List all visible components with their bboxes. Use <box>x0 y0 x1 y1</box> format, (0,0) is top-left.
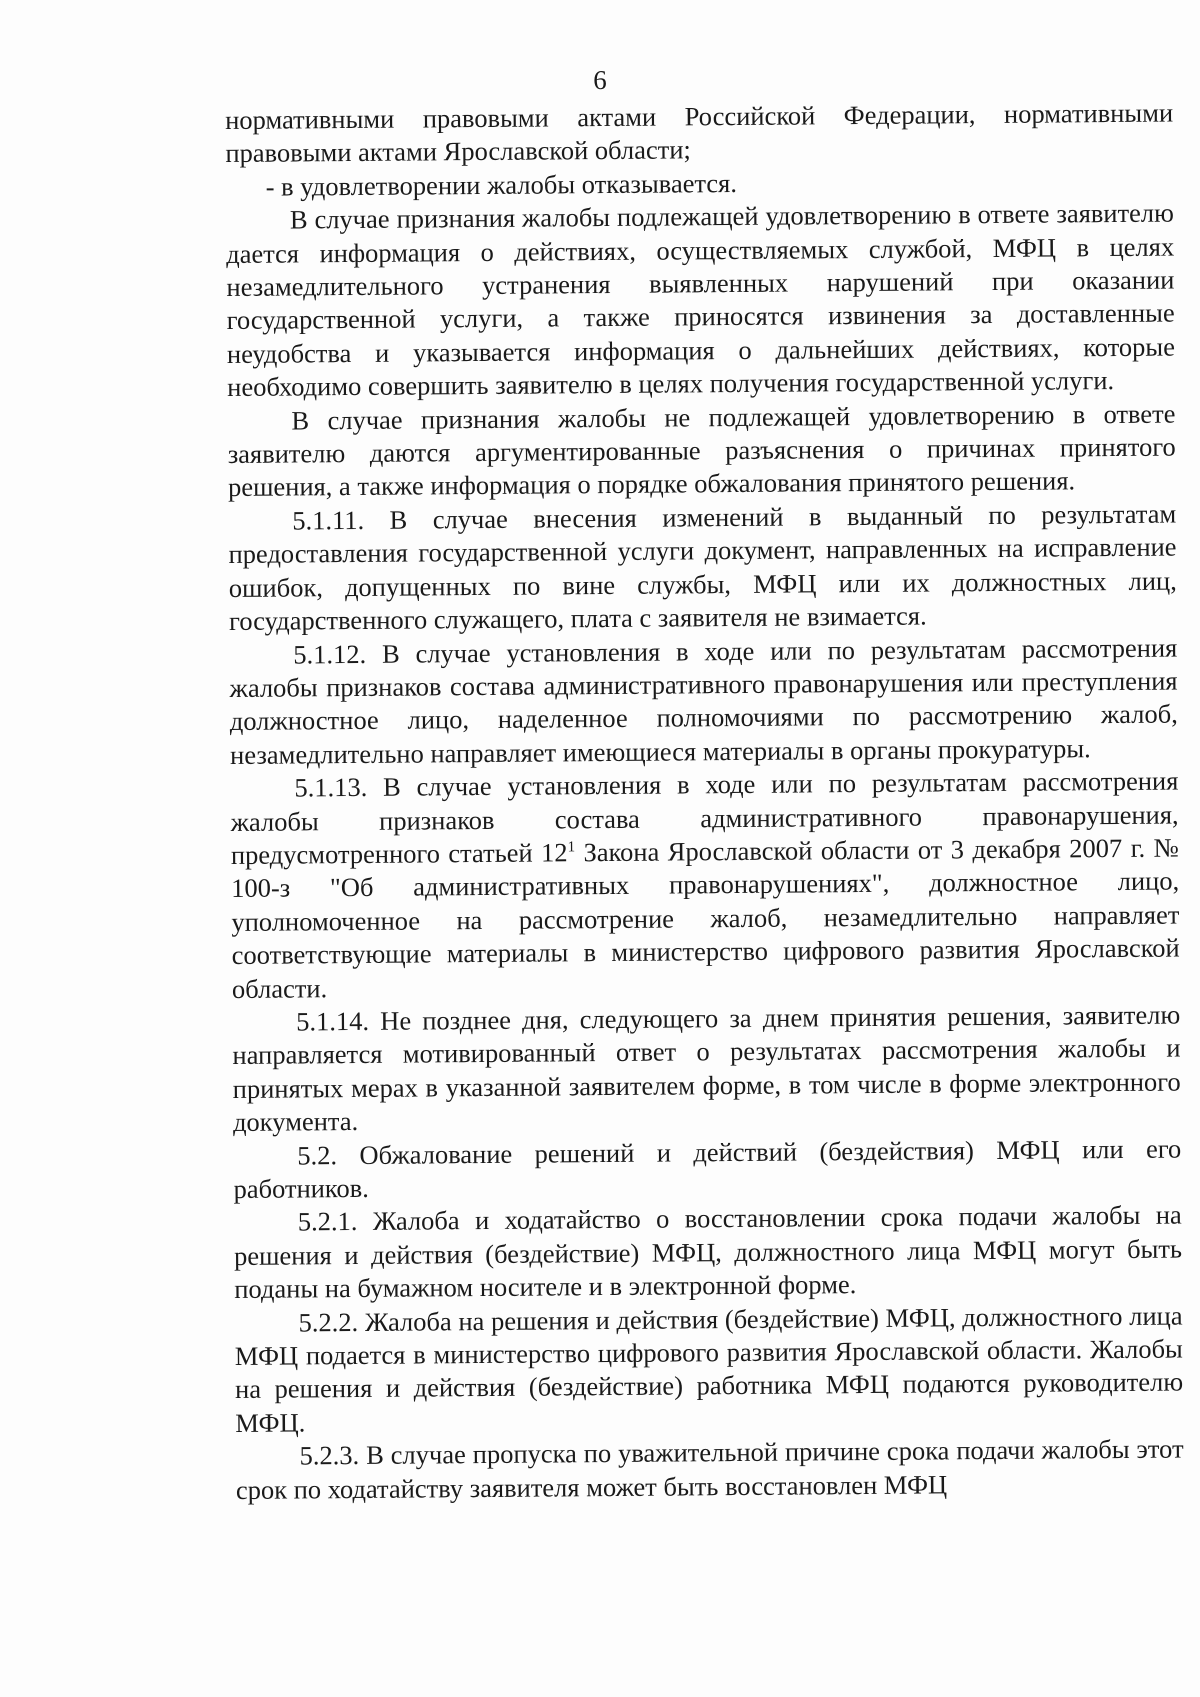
paragraph-continuation: нормативными правовыми актами Российской Федерации, нормативными правовыми актами Ярославской области; <box>225 97 1174 169</box>
paragraph-5-2-3: 5.2.3. В случае пропуска по уважительной причине срока подачи жалобы этот срок по ходатайству заявителя может быть восстановлен МФЦ <box>235 1433 1184 1505</box>
paragraph-5-1-12: 5.1.12. В случае установления в ходе или по результатам рассмотрения жалобы признаков состава административного правонарушения или преступления должностное лицо, наделенное полномочиями по рассмотрению жалоб, незамедлительно направляет имеющиеся материалы в органы прокуратуры. <box>229 632 1178 770</box>
paragraph-5-1-14: 5.1.14. Не позднее дня, следующего за днем принятия решения, заявителю направляется мотивированный ответ о результатах рассмотрения жалобы и принятых мерах в указанной заявителем форме, в том числе в форме электронного документа. <box>232 999 1181 1138</box>
page-number: 6 <box>593 65 607 95</box>
paragraph-5-2-2: 5.2.2. Жалоба на решения и действия (бездействие) МФЦ, должностного лица МФЦ подается в министерство цифрового развития Ярославской области. Жалобы на решения и действия (бездействие) работника МФЦ подаются руководителю МФЦ. <box>234 1300 1184 1438</box>
paragraph-5-1-13-part-b: Закона Ярославской области от 3 декабря 2007 г. № 100-з "Об административных правонарушениях", должностное лицо, уполномоченное на рассмотрение жалоб, незамедлительно направляет соответствующие материалы в министерство цифрового развития Ярославской области. <box>231 832 1180 1004</box>
paragraph-satisfied-complaint: В случае признания жалобы подлежащей удовлетворению в ответе заявителю дается информация о действиях, осуществляемых службой, МФЦ в целях незамедлительного устранения выявленных нарушений при оказании государственной услуги, а также приносятся извинения за доставленные неудобства и указывается информация о дальнейших действиях, которые необходимо совершить заявителю в целях получения государственной услуги. <box>226 197 1176 403</box>
paragraph-5-1-13-part-a: 5.1.13. В случае установления в ходе или по результатам рассмотрения жалобы признаков состава административного правонарушения, предусмотренного статьей 12 <box>230 765 1179 870</box>
paragraph-unsatisfied-complaint: В случае признания жалобы не подлежащей удовлетворению в ответе заявителю даются аргументированные разъяснения о причинах принятого решения, а также информация о порядке обжалования принятого решения. <box>227 398 1176 503</box>
article-superscript: 1 <box>567 839 576 856</box>
paragraph-5-1-13 <box>230 765 1180 1006</box>
document-body <box>225 97 1184 1507</box>
paragraph-5-2-1: 5.2.1. Жалоба и ходатайство о восстановлении срока подачи жалобы на решения и действия (бездействие) МФЦ, должностного лица МФЦ могут быть поданы на бумажном носителе и в электронной форме. <box>233 1199 1183 1305</box>
paragraph-5-2: 5.2. Обжалование решений и действий (бездействия) МФЦ или его работников. <box>233 1133 1182 1204</box>
paragraph-refusal-item: - в удовлетворении жалобы отказывается. <box>265 167 738 202</box>
paragraph-5-1-11: 5.1.11. В случае внесения изменений в выданный по результатам предоставления государственной услуги документ, направленных на исправление ошибок, допущенных по вине службы, МФЦ или их должностных лиц, государственного служащего, плата с заявителя не взимается. <box>228 498 1177 637</box>
